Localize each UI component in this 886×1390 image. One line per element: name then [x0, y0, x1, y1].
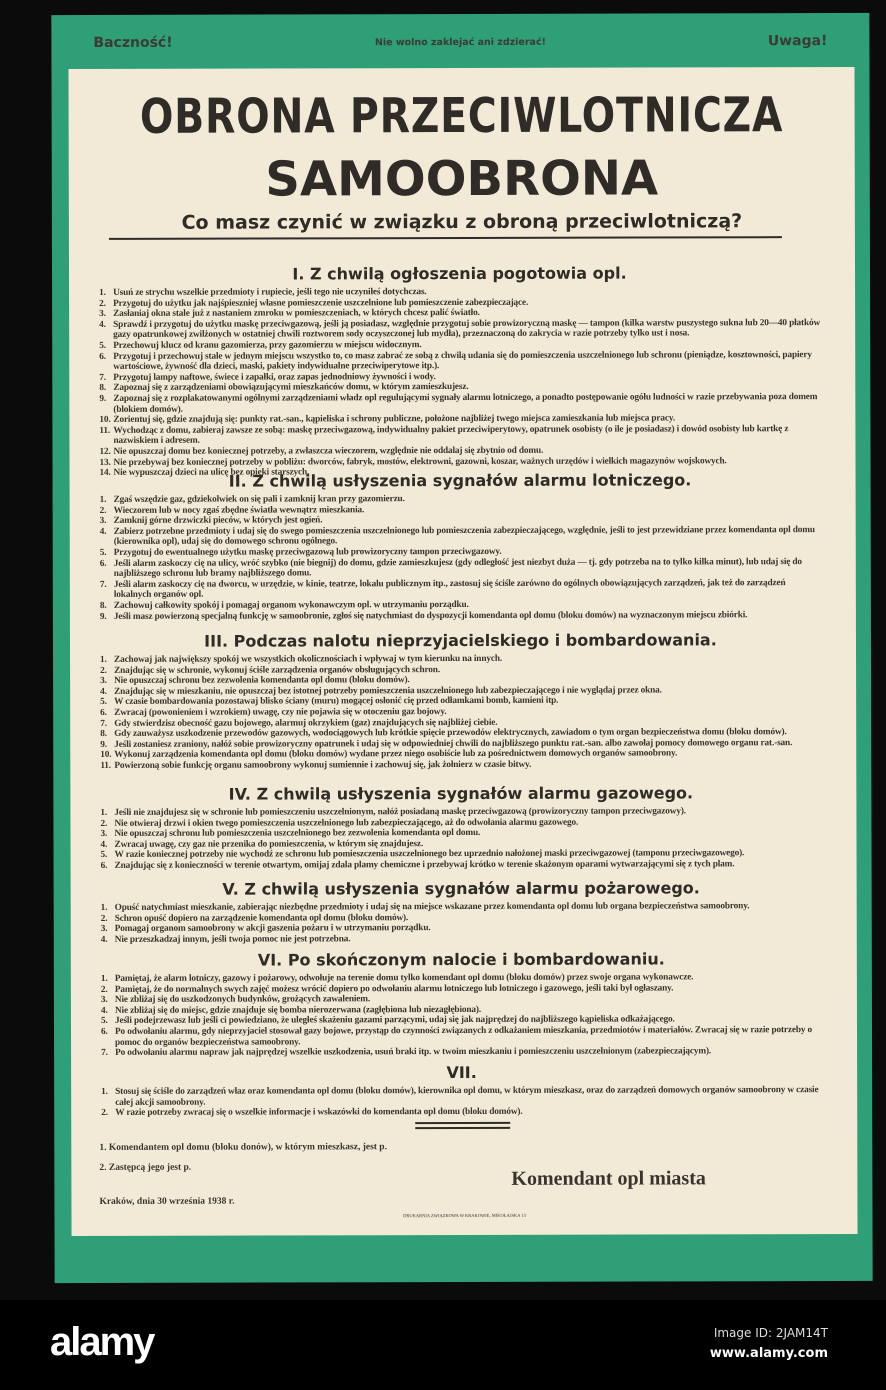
- alamy-url: www.alamy.com: [709, 1346, 828, 1361]
- item-text: Znajdując się w schronie, wykonuj ściśle zarządzenia organów obsługujących schron.: [114, 664, 441, 676]
- section-list: [98, 653, 823, 771]
- list-item: [99, 1106, 824, 1118]
- item-number: 1.: [100, 807, 108, 818]
- item-number: 6.: [100, 860, 108, 871]
- item-number: 1.: [99, 494, 107, 505]
- item-number: 7.: [100, 718, 107, 729]
- list-item: [99, 933, 824, 945]
- item-text: Zabierz potrzebne przedmioty i udaj się do swego pomieszczenia uszczelnionego lub pomieszczenia zabezpieczającego, względnie, jeśli to jest przewidziane przez komendanta opl domu (kierownika opl), udaj się do domowego schronu ogólnego.: [113, 524, 815, 548]
- list-item: [98, 578, 823, 601]
- item-text: Zapoznaj się z zarządzeniami obowiązującymi mieszkańców domu, w którym zamieszkujesz.: [113, 382, 469, 394]
- item-text: Nie przeszkadzaj innym, jeśli twoja pomoc nie jest potrzebna.: [114, 934, 351, 945]
- item-text: Zwracaj (powonieniem i wzrokiem) uwagę, czy nie pojawia się w otoczeniu gaz bojowy.: [114, 707, 447, 718]
- item-number: 1.: [100, 973, 108, 984]
- alamy-logo: alamy: [50, 1320, 154, 1364]
- closing-item-1: 1. Komendantem opl domu (bloku donów), w którym mieszkasz, jest p.: [99, 1142, 387, 1153]
- item-number: 11.: [100, 760, 111, 771]
- item-text: Przygotuj do użytku jak najśpieszniej własne pomieszczenie uszczelnione lub pomieszczenie zabezpieczające.: [113, 297, 529, 309]
- item-text: Zwracaj uwagę, czy gaz nie przenika do pomieszczenia, w którym się znajdujesz.: [114, 838, 424, 850]
- double-rule-top: [415, 1122, 510, 1124]
- subtitle-rule: [109, 236, 782, 240]
- item-number: 7.: [99, 579, 107, 590]
- item-text: Nie wypuszczaj dzieci na ulicę bez opieki starszych.: [113, 467, 310, 479]
- section-heading: III. Podczas nalotu nieprzyjacielskiego i bombardowania.: [204, 630, 717, 651]
- item-number: 2.: [100, 818, 108, 829]
- item-text: Nie zbliżaj się do uszkodzonych budynków, grożących zawaleniem.: [114, 994, 371, 1006]
- list-item: [98, 610, 823, 622]
- list-item: [97, 456, 822, 468]
- item-text: Nie zbliżaj się do miejsc, gdzie znajduje się bomba nierozerwana (zagłębiona lub niezagłębiona).: [114, 1004, 482, 1016]
- section-2: [98, 470, 823, 622]
- item-number: 6.: [99, 351, 106, 362]
- item-text: Przechowuj klucz od kranu gazomierza, przy gazomierzu w miejscu widocznym.: [113, 340, 422, 351]
- item-number: 6.: [100, 1026, 108, 1037]
- watermark-footer: [0, 1300, 886, 1390]
- item-text: Nie przebywaj bez koniecznej potrzeby w pobliżu: dworców, fabryk, mostów, elektrowni, gazowni, koszar, ważnych urzędów i wielkich magazynów wojskowych.: [113, 455, 727, 468]
- item-text: Gdy zauważysz uszkodzenie przewodów gazowych, wodociągowych lub krótkie spięcie przewodów elektrycznych, zawiadom o tym organ bezpieczeństwa domu (bloku domów).: [114, 727, 787, 740]
- item-number: 1.: [99, 287, 106, 298]
- list-item: [98, 557, 823, 580]
- item-number: 2.: [101, 1108, 108, 1119]
- poster-title: OBRONA PRZECIWLOTNICZA: [139, 87, 784, 145]
- item-number: 9.: [99, 611, 107, 622]
- item-number: 3.: [100, 676, 107, 687]
- item-number: 1.: [101, 1086, 108, 1097]
- section-heading: VII.: [446, 1062, 477, 1083]
- item-number: 13.: [99, 457, 111, 468]
- section-5: [99, 878, 824, 945]
- list-item: [98, 525, 823, 548]
- section-heading: IV. Z chwilą usłyszenia sygnałów alarmu gazowego.: [228, 783, 694, 804]
- list-item: [97, 350, 822, 373]
- item-number: 3.: [100, 924, 108, 935]
- item-text: Zgaś wszędzie gaz, gdziekolwiek on się pali i zamknij kran przy gazomierzu.: [113, 494, 405, 505]
- item-number: 2.: [100, 913, 108, 924]
- list-item: [97, 318, 822, 341]
- section-4: [98, 783, 823, 871]
- item-text: Znajdując się w mieszkaniu, nie opuszczaj bez istotnej potrzeby pomieszczenia uszczelnionego lub zabezpieczającego i nie wyglądaj przez okna.: [114, 685, 662, 697]
- list-item: [99, 901, 824, 913]
- section-heading: I. Z chwilą ogłoszenia pogotowia opl.: [292, 263, 627, 284]
- section-6: [99, 949, 824, 1059]
- item-number: 12.: [99, 446, 111, 457]
- item-number: 5.: [100, 697, 107, 708]
- item-text: Przygotuj i przechowuj stale w jednym miejscu wszystko to, co masz zabrać ze sobą z chwilą udania się do pomieszczenia uszczelnionego lub schronu (pieniądze, kosztowności, papiery wartościowe, żywność dla dzieci, maski, pakiety indywidualne przeciwiperytowe itp.).: [113, 349, 812, 373]
- item-number: 6.: [99, 558, 107, 569]
- item-text: Gdy stwierdzisz obecność gazu bojowego, alarmuj okrzykiem (gaz) znajdujących się najbliżej ciebie.: [114, 717, 498, 729]
- section-1: [97, 263, 823, 479]
- item-text: Przygotuj do ewentualnego użytku maskę przeciwgazową lub prowizoryczny tampon przeciwgazowy.: [113, 546, 502, 558]
- item-number: 4.: [99, 319, 106, 330]
- section-list: [98, 806, 823, 871]
- section-heading: VI. Po skończonym nalocie i bombardowaniu.: [257, 949, 665, 970]
- item-number: 4.: [99, 526, 107, 537]
- item-text: Nie opuszczaj schronu lub pomieszczenia uszczelnionego bez zezwolenia komendanta opl domu.: [114, 828, 481, 840]
- item-text: Jeśli masz powierzoną specjalną funkcję w samoobronie, zgłoś się natychmiast do dyspozycji komendanta opl domu (bloku domów) na wyznaczonym miejscu zbiórki.: [113, 609, 748, 622]
- item-number: 8.: [100, 729, 107, 740]
- item-text: Sprawdź i przygotuj do użytku maskę przeciwgazową, jeśli ją posiadasz, względnie przygotuj sobie prowizoryczną maskę — tampon (kilka warstw puszystego sukna lub 20—40 płatków gazy opatrunkowej zwilżonych w ostatniej chwili roztworem sody oczyszczonej lub mydła), przeznaczoną do zakrycia w razie potrzeby tylko ust i nosa.: [113, 317, 821, 341]
- item-text: Zorientuj się, gdzie znajdują się: punkty rat.-san., kąpieliska i schrony publiczne, położone najbliżej twego miejsca zamieszkania lub miejsca pracy.: [113, 413, 676, 426]
- signature: Komendant opl miasta: [511, 1167, 706, 1190]
- item-number: 3.: [100, 829, 108, 840]
- item-text: Pamiętaj, że do normalnych swych zajęć możesz wrócić dopiero po odwołaniu alarmu lotniczego lub lotniczego i gazowego, jeśli taki był ogłaszany.: [114, 983, 674, 995]
- section-list: [99, 901, 824, 945]
- item-number: 2.: [99, 505, 107, 516]
- section-3: [98, 630, 823, 771]
- list-item: [99, 1085, 824, 1108]
- item-number: 2.: [100, 984, 108, 995]
- item-number: 1.: [100, 902, 108, 913]
- item-number: 5.: [100, 850, 108, 861]
- header-center: Nie wolno zaklejać ani zdzierać!: [374, 36, 546, 49]
- image-id: Image ID: 2JAM14T: [713, 1326, 828, 1340]
- item-number: 3.: [99, 309, 106, 320]
- item-text: Zamknij górne drzwiczki pieców, w których jest ogień.: [113, 515, 323, 527]
- item-text: Nie otwieraj drzwi i okien twego pomieszczenia uszczelnionego lub zabezpieczającego, aż do odwołania alarmu gazowego.: [114, 817, 579, 829]
- printer-note: DRUKARNIA ZWIĄZKOWA W KRAKOWIE, MIKOŁAJSKA 13: [403, 1212, 526, 1219]
- list-item: [99, 1046, 824, 1058]
- item-number: 5.: [99, 340, 106, 351]
- item-text: Pamiętaj, że alarm lotniczy, gazowy i pożarowy, odwołuje na terenie domu tylko komendant opl domu (bloku domów) przez swoje organa wykonawcze.: [114, 972, 694, 984]
- item-text: Po odwołaniu alarmu napraw jak najprędzej wszelkie uszkodzenia, usuń braki itp. w twoim mieszkaniu i pomieszczeniu uszczelnionym (zabezpieczającym).: [115, 1046, 712, 1059]
- item-text: W razie koniecznej potrzeby nie wychodź ze schronu lub pomieszczenia uszczelnionego bez uprzednio nałożonej maski przeciwgazowej (tamponu przeciwgazowego).: [114, 848, 745, 861]
- item-text: Pomagaj organom samoobrony w akcji gaszenia pożaru i w utrzymaniu porządku.: [114, 923, 431, 935]
- item-text: Jeśli alarm zaskoczy cię na ulicy, wróć szybko (nie biegnij) do domu, gdzie zamieszkujesz (gdy odległość jest niezbyt duża — tj. gdy potrzeba na to tylko kilka minut), lub udaj się do najbliższego schronu lub bramy najbliższego domu.: [113, 556, 802, 580]
- section-heading: V. Z chwilą usłyszenia sygnałów alarmu pożarowego.: [222, 878, 700, 899]
- item-number: 4.: [100, 839, 108, 850]
- item-text: Po odwołaniu alarmu, gdy nieprzyjaciel stosował gazy bojowe, przystąp do czynności związanych z odkażaniem mieszkania, przedmiotów i materiałów. Zwracaj się w razie potrzeby o pomoc do organów bezpieczeństwa samoobrony.: [114, 1025, 813, 1048]
- item-number: 10.: [100, 750, 112, 761]
- item-text: Wychodząc z domu, zabieraj zawsze ze sobą: maskę przeciwgazową, indywidualny pakiet przeciwiperytowy, opatrunek osobisty (o ile je posiadasz) i dowód osobisty lub kartkę z nazwiskiem i adresem.: [113, 423, 789, 447]
- item-number: 9.: [99, 393, 107, 404]
- item-text: Przygotuj lampy naftowe, świece i zapałki, oraz zapas jednodniowy żywności i wody.: [113, 371, 436, 383]
- item-number: 4.: [100, 934, 108, 945]
- item-text: Zasłaniaj okna stale już z nastaniem zmroku w pomieszczeniach, w których chcesz palić światło.: [113, 308, 480, 320]
- date: Kraków, dnia 30 września 1938 r.: [99, 1196, 235, 1207]
- item-number: 5.: [100, 1016, 108, 1027]
- item-text: Jeśli alarm zaskoczy cię na dworcu, w urzędzie, w kinie, teatrze, lokalu publicznym itp., zastosuj się ściśle zarówno do ogólnych obowiązujących zarządzeń, jak też do zarządzeń lokalnych organów opl.: [113, 577, 786, 601]
- item-text: Opuść natychmiast mieszkanie, zabierając niezbędne przedmioty i udaj się na miejsce wskazane przez komendanta opl domu lub organa bezpieczeństwa samoobrony.: [114, 901, 750, 913]
- item-number: 14.: [99, 468, 111, 479]
- item-text: Wieczorem lub w nocy zgaś zbędne światła wewnątrz mieszkania.: [113, 504, 365, 516]
- poster: [51, 13, 872, 1283]
- item-number: 8.: [99, 600, 107, 611]
- list-item: [99, 1025, 824, 1048]
- item-text: Schron opuść dopiero na zarządzenie komendanta opl domu (bloku domów).: [114, 912, 409, 924]
- item-number: 11.: [99, 425, 111, 436]
- item-number: 7.: [101, 1048, 108, 1059]
- header-right: Uwaga!: [767, 33, 828, 50]
- poster-title-2: SAMOOBRONA: [265, 150, 659, 208]
- list-item: [97, 392, 822, 415]
- poster-subtitle: Co masz czynić w związku z obroną przeciwlotniczą?: [181, 210, 743, 234]
- item-number: 5.: [99, 547, 107, 558]
- item-number: 4.: [100, 1005, 108, 1016]
- list-item: [98, 759, 823, 771]
- item-text: Usuń ze strychu wszelkie przedmioty i rupiecie, jeśli tego nie uczyniłeś dotychczas.: [113, 287, 427, 298]
- item-text: Jeśli podejrzewasz lub jeśli ci powiedziano, że uległeś skażeniu gazami parzącymi, udaj się jak najprędzej do najbliższego kąpieliska odkażającego.: [114, 1014, 675, 1027]
- item-text: W razie potrzeby zwracaj się o wszelkie informacje i wskazówki do komendanta opl domu (bloku domów).: [115, 1107, 523, 1119]
- section-list: [97, 286, 822, 479]
- item-text: Nie opuszczaj domu bez koniecznej potrzeby, a zwłaszcza wieczorem, względnie nie oddalaj się zbytnio od domu.: [113, 445, 544, 457]
- item-text: Zachowuj całkowity spokój i pomagaj organom wykonawczym opl. w utrzymaniu porządku.: [113, 599, 469, 611]
- item-number: 3.: [100, 995, 108, 1006]
- item-text: Znajdując się z konieczności w terenie otwartym, omijaj zdala plamy chemiczne i przebywaj krótko w terenie skażonym oparami wytwarzającymi się z tych plam.: [114, 859, 735, 871]
- double-rule-bottom: [415, 1127, 510, 1129]
- section-heading: II. Z chwilą usłyszenia sygnałów alarmu lotniczego.: [228, 470, 692, 491]
- item-text: Stosuj się ściśle do zarządzeń właz oraz komendanta opl domu (bloku domów), kierownika opl domu, w którym mieszkasz, oraz do zarządzeń domowych organów samoobrony w czasie całej akcji samoobrony.: [115, 1085, 819, 1108]
- item-text: Powierzoną sobie funkcję organu samoobrony wykonuj sumiennie i zachowuj się, jak żołnierz w czasie bitwy.: [114, 759, 532, 771]
- header-left: Baczność!: [93, 34, 173, 51]
- list-item: [97, 424, 822, 447]
- section-7: [99, 1062, 824, 1119]
- item-number: 2.: [100, 665, 107, 676]
- section-list: [99, 972, 824, 1059]
- item-number: 8.: [99, 383, 107, 394]
- item-number: 10.: [99, 415, 111, 426]
- list-item: [99, 859, 824, 871]
- section-list: [98, 493, 823, 622]
- item-text: Jeśli nie znajdujesz się w schronie lub pomieszczeniu uszczelnionym, nałóż posiadaną maskę przeciwgazową (prowizoryczny tampon przeciwgazowy).: [114, 806, 686, 818]
- item-number: 6.: [100, 707, 107, 718]
- item-text: W czasie bombardowania pozostawaj blisko ściany (muru) mogącej osłonić cię przed odłamkami bomb, kamieni itp.: [114, 696, 559, 708]
- item-number: 4.: [100, 686, 107, 697]
- closing-item-2: 2. Zastępcą jego jest p.: [99, 1162, 192, 1173]
- item-text: Zapoznaj się z rozplakatowanymi ogólnymi zarządzeniami władz opl regulującymi sygnały alarmu lotniczego, a ponadto postępowanie ogółu ludności w razie przebywania poza domem (blokiem domów).: [113, 392, 818, 415]
- item-text: Nie opuszczaj schronu bez zezwolenia komendanta opl domu (bloku domów).: [114, 675, 410, 687]
- item-number: 3.: [99, 516, 107, 527]
- item-number: 7.: [99, 372, 106, 383]
- item-number: 2.: [99, 298, 106, 309]
- item-number: 9.: [100, 739, 107, 750]
- section-list: [99, 1085, 824, 1119]
- item-number: 1.: [100, 654, 107, 665]
- item-text: Jeśli zostaniesz zraniony, nałóż sobie prowizoryczny opatrunek i udaj się w odpowiedniej chwili do najbliższego punktu rat.-san. albo zawołaj pomocy domowego organu rat.-san.: [114, 737, 793, 750]
- poster-paper: [68, 67, 857, 1236]
- item-text: Zachowaj jak największy spokój we wszystkich okolicznościach i wpływaj w tym kierunku na innych.: [114, 653, 503, 665]
- item-text: Wykonuj zarządzenia komendanta opl domu (bloku domów) wydane przez niego osobiście lub za pośrednictwem domowych organów samoobrony.: [114, 748, 678, 761]
